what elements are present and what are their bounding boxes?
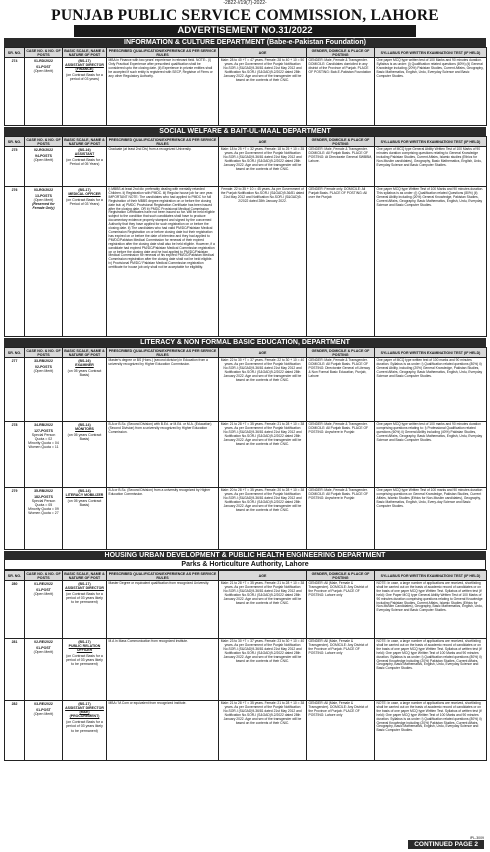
quota-special: Special Person Quota = 02 [31, 433, 56, 442]
sub-department-heading: Parks & Horticulture Authority, Lahore [4, 560, 486, 570]
gender-domicile-posting: GENDER: Female only. DOMICILE: All Punjab Basis. PLACE OF POSTING: All over the Punjab [307, 187, 375, 337]
qualification: M.A in Mass Communication from recognized institute. [107, 639, 219, 701]
column-header-case: CASE NO. & NO. OF POSTS [26, 48, 61, 57]
number-of-posts: 02-POSTS [35, 365, 52, 370]
column-header-gender: GENDER, DOMICILE & PLACE OF POSTING [307, 137, 375, 147]
serial-number: 274 [5, 58, 25, 126]
case-number-cell [25, 422, 63, 488]
age-limit: Male: 18 to 25 +7 = 32 years. Female: 18 to 25 + 10 = 35 years. As per Government of the Punjab Notification No.SOR-I (S&GAD)9-36/81 dated 21st May 2012 and Notification No.SOR-I (S&GAD)9-2/2022 dated 28th January 2022. Age and sex of the transgender will be based on the contents of their CNIC. [219, 147, 307, 187]
column-header-scale: BASIC SCALE, NAME & NATURE OF POST [64, 48, 105, 57]
column-header-gender: GENDER, DOMICILE & PLACE OF POSTING [307, 348, 375, 358]
column-header-sr: SR. NO. [5, 137, 25, 147]
footer-ref: IPL-3009 [469, 836, 484, 840]
case-number-cell [25, 639, 63, 701]
table-row [5, 58, 487, 126]
quota-women: Women Quota = 11 [28, 445, 59, 450]
posts-table [4, 347, 487, 550]
post-name: MEDICAL OFFICER [68, 192, 101, 197]
post-nature: (on Contract Basis for a period of 03 years) [66, 73, 103, 82]
gender-domicile-posting: GENDER: Male, Female & Transgender. DOMICILE: All Punjab Basis. PLACE OF POSTING: Anywhere in Punjab [307, 488, 375, 550]
gender-domicile-posting: GENDER: Male, Female & Transgender. DOMICILE: All Punjab Basis. PLACE OF POSTING: At Directorate General SWBBM, Lahore. [307, 147, 375, 187]
table-header-row [5, 348, 487, 358]
column-header-syllabus: SYLLABUS FOR WRITTEN EXAMINATION/ TEST (IF HELD) [375, 48, 487, 58]
number-of-posts: 13-POSTS [35, 194, 52, 199]
post-cell [63, 639, 107, 701]
quota-women: Women Quota = 27 [28, 511, 59, 516]
column-header-scale: BASIC SCALE, NAME & NATURE OF POST [64, 571, 105, 580]
case-number: 02-RE/2022 [34, 640, 53, 644]
case-number-cell [25, 701, 63, 761]
basic-scale: (BS-14) [78, 489, 91, 493]
quota-open: (Open Merit) [33, 69, 54, 74]
table-row [5, 581, 487, 639]
column-header-age: AGE [219, 137, 307, 147]
case-number: 02-RG/2022 [33, 148, 54, 152]
quota-reserved: (Reserved for Female Only) [32, 202, 55, 211]
case-number-cell [25, 581, 63, 639]
post-nature: (on Contract Basis for a Period of 03 Years) [66, 198, 103, 207]
quota-minority: Minority Quota = 04 [28, 441, 59, 446]
serial-number: 281 [5, 639, 25, 701]
case-number: 01-RE/2022 [34, 582, 53, 586]
reference-line: -2822-//19(7)-2022- [223, 0, 267, 6]
post-nature: (on 05 years Contract Basis) [67, 433, 102, 442]
continued-banner: CONTINUED PAGE 2 [408, 840, 484, 849]
advertisement-page [4, 0, 486, 848]
department-heading: INFORMATION & CULTURE DEPARTMENT (Babe-e-Pakistan Foundation) [4, 38, 486, 47]
syllabus: One paper MCQ type Written Test of 100 Marks and 90 minutes duration. This syllabus is as under: (i) Qualification related Questions (80%) (ii) General Ability including (20%) General Knowledge, Pakistan Studies, Current Affairs, Geography, Basic Mathematics, English, Urdu, Everyday Science and Basic Computer Studies. [375, 187, 487, 337]
post-nature: (on Contract Basis for a Period of 05 Years) [66, 158, 103, 167]
serial-number: 279 [5, 488, 25, 550]
post-name: EXAMINER [75, 363, 94, 368]
post-cell [63, 358, 107, 422]
table-row [5, 147, 487, 187]
qualification: B.A or B.Sc. (Second Division) from a university recognized by Higher Education Commission. [107, 488, 219, 550]
age-limit: Male: 23 to 30 +7 = 37 years. Female: 23 to 30 + 10 = 40 years. As per Government of the Punjab Notification No.SOR-I (S&GAD)9-36/81 dated 21st May 2012 and Notification No.SOR-I (S&GAD)9-2/2022 dated 28th January 2022. Age and sex of the transgender will be based on the contents of their CNIC. [219, 639, 307, 701]
case-number: 35-RB/2022 [34, 489, 53, 493]
post-cell [63, 58, 107, 126]
page-title: PUNJAB PUBLIC SERVICE COMMISSION, LAHORE [51, 7, 439, 24]
gender-domicile-posting: GENDER: All (Male, Female & Transgender). DOMICILE: Any District of the Province of Punjab. PLACE OF POSTING: Lahore only [307, 639, 375, 701]
column-header-case: CASE NO. & NO. OF POSTS [26, 137, 61, 146]
number-of-posts: 01-POST [36, 588, 51, 593]
qualification: Master Degree or equivalent qualification from recognized University. [107, 581, 219, 639]
case-number: 03-RG/2022 [33, 188, 54, 192]
table-row [5, 639, 487, 701]
serial-number: 282 [5, 701, 25, 761]
serial-number: 276 [5, 187, 25, 337]
quota-open: (Open Merit) [33, 592, 54, 597]
column-header-sr: SR. NO. [5, 48, 25, 58]
column-header-gender: GENDER, DOMICILE & PLACE OF POSTING [307, 571, 375, 581]
column-header-qual: PRESCRIBED QUALIFICATION/EXPERIENCE AS PER SERVICE RULES [107, 137, 219, 147]
column-header-syllabus: SYLLABUS FOR WRITTEN EXAMINATION/ TEST (IF HELD) [375, 571, 487, 581]
column-header-case: CASE NO. & NO. OF POSTS [26, 571, 61, 580]
post-name: ASSISTANT DIRECTOR (FINANCE) [65, 63, 104, 72]
column-header-syllabus: SYLLABUS FOR WRITTEN EXAMINATION/ TEST (IF HELD) [375, 137, 487, 147]
syllabus: One paper of MCQ type General Ability Written Test of 100 Marks of 90 minutes duration comprising questions relating to General Knowledge including Pakistan Studies, Current Affairs, Islamic studies (Ethics for Non-Muslim candidates), Geography, Basic Mathematics, English, Urdu, Everyday Science and Basic Computer Studies. [375, 147, 487, 187]
age-limit: Male: 21 to 28 +7 = 35 years. Female: 21 to 28 + 10 = 38 years. As per Government of the Punjab Notification No.SOR-I (S&GAD)9-36/81 dated 21st May 2012 and Notification No.SOR-I (S&GAD)9-2/2022 dated 28th January 2022. Age and sex of the transgender will be based on the contents of their CNIC. [219, 422, 307, 488]
quota-special: Special Person Quota = 05 [31, 499, 56, 508]
case-number: 33-RB/2022 [34, 359, 53, 363]
case-number-cell [25, 488, 63, 550]
syllabus: NOTE: In case, a large number of applications are received, shortlisting shall be carried out on the basis of academic record of candidates or on the basis of one paper MCQ type Written Test. Syllabus of written test (if held): One Paper MCQ type General Ability Written Test of 100 Marks of 90 minutes duration comprising questions relating to General Knowledge including Pakistan Studies, Current Affairs, Islamic Studies (Ethics for Non-Muslim Candidates), Geography, Basic Mathematics, English, Urdu, Everyday Science and Basic Computer Studies. [375, 581, 487, 639]
gender-domicile-posting: GENDER: Male, Female & Transgender. DOMICILE: Candidates domiciled in any district of the Province of Punjab. PLACE OF POSTING: Bab-E-Pakistan Foundation [307, 58, 375, 126]
post-name: MONITORS [75, 427, 94, 432]
post-nature: (on Contract Basis for a period of 03 years likely to be permanent) [66, 654, 103, 667]
table-header-row [5, 137, 487, 147]
age-limit: Male: 22 to 30 +7 = 37 years. Female: 22 to 30 + 10 = 40 years. As per Government of the Punjab Notification No.SOR-I (S&GAD)9-36/81 dated 21st May 2012 and Notification No.SOR-I (S&GAD)9-2/2022 dated 28th January 2022. Age and sex of the transgender will be based on the contents of their CNIC. [219, 358, 307, 422]
column-header-scale: BASIC SCALE, NAME & NATURE OF POST [64, 137, 105, 146]
posts-table [4, 47, 487, 126]
basic-scale: (BS-14) [78, 423, 91, 427]
post-cell [63, 701, 107, 761]
post-cell [63, 422, 107, 488]
case-number-cell [25, 58, 63, 126]
column-header-age: AGE [219, 571, 307, 581]
column-header-scale: BASIC SCALE, NAME & NATURE OF POST [64, 348, 105, 357]
basic-scale: (BS-17) [78, 188, 91, 192]
department-heading: LITERACY & NON FORMAL BASIC EDUCATION, DEPARTMENT [4, 338, 486, 347]
post-name: LITERACY MOBILIZER [65, 493, 104, 498]
column-header-sr: SR. NO. [5, 571, 25, 581]
column-header-syllabus: SYLLABUS FOR WRITTEN EXAMINATION/ TEST (IF HELD) [375, 348, 487, 358]
qualification: i) MBBS at least 2nd div. preferably dealing with mentally retarded Children. ii) Registration with PMDC. iii) Regular house job for one year. IMPORTANT NOTE: The candidates who had applied to PMDC for full Registration of their MBBS degree registration on or before the closing date but: a) PMDC Provisional Registration Certificate has been issued after the closing date. OR b) PMDC Provisional Medical Commission Registration Certificates have not been issued so far. Will be held eligible subject to the condition that such candidates shall have to produce documentary evidence properly stamped and signed by the concerned Authority that they have applied for such registration on or before the closing date. ii) The candidates who had valid PM/DC/Pakistan Medical Commission Registration on or before closing date but their registration has expired on or before the date of interview and they had applied to PM/DC/Pakistan Medical Commission for renewal of their expired registration after the closing date shall also be held eligible. However, if a candidate had expired PM/DC/Pakistan Medical Commission registration on or before the closing date and he had applied to PM/DC/Pakistan Medical Commission for renewal of his expired PM/DC/Pakistan Medical Commission registration after the closing date shall not be held eligible. iv) Provisional PM/DC/ Pakistan Medical Commission registration certificate for house job only shall not be acceptable for eligibility. [107, 187, 219, 337]
post-name: ASSISTANT DIRECTOR (M&E) (PROCUREMENT) [65, 706, 104, 719]
post-cell [63, 187, 107, 337]
department-heading: SOCIAL WELFARE & BAIT-UL-MAAL DEPARTMENT [4, 127, 486, 136]
quota-open: (Open Merit) [33, 369, 54, 374]
gender-domicile-posting: GENDER: Male, Female & Transgender. DOMICILE: All Punjab Basis. PLACE OF POSTING: Directorate General of Literacy & Non Formal Basic Education, Punjab, Lahore [307, 358, 375, 422]
quota-open: (Open Merit) [33, 198, 54, 203]
table-header-row [5, 48, 487, 58]
syllabus: NOTE: In case, a large number of applications are received, shortlisting shall be carried out on the basis of academic record of candidates or on the basis of one paper MCQ type Written Test. Syllabus of written test (if held): One paper MCQ type Written Test of 100 Marks and 90 minutes duration. Syllabus is as under: i) Qualification related questions (80%) ii) General Knowledge including (20%) Pakistan Studies, Current Affairs, Geography, Basic Mathematics, English, Urdu, Everyday Science and Basic Computer Studies. [375, 701, 487, 761]
department-heading: HOUSING URBAN DEVELOPMENT & PUBLIC HEALTH ENGINEERING DEPARTMENT [4, 551, 486, 560]
age-limit: Female: 22 to 35 + 10 = 45 years. As per Government of the Punjab Notification No.SOR-I (S&GAD)9-36/81 dated 21st May 2012 and Notification No.SOR-I (S&GAD)9-2/2022 dated 28th January 2022. [219, 187, 307, 337]
age-limit: Male: 21 to 28 +7 = 35 years. Female: 21 to 28 + 10 = 38 years. As per Government of the Punjab Notification No.SOR-I (S&GAD)9-36/81 dated 21st May 2012 and Notification No.SOR-I (S&GAD)9-2/2022 dated 28th January 2022. Age and sex of the transgender will be based on the contents of their CNIC. [219, 581, 307, 639]
page-footer [4, 838, 486, 850]
table-row [5, 358, 487, 422]
quota-open: (Open Merit) [33, 158, 54, 163]
case-number: 34-RB/2022 [34, 423, 53, 427]
column-header-age: AGE [219, 48, 307, 58]
qualification: MBA in Finance with two years' experience in relevant field. NOTE:- (i) Only Practical Experience after prescribed qualification shall be considered upto the closing date. (ii) Experience in private entities shall be accepted if such entity is registered with SECP, Registrar of Firms or any other Regulatory Authority. [107, 58, 219, 126]
posts-table [4, 136, 487, 337]
basic-scale: (BS-17) [78, 702, 91, 706]
number-of-posts: 01-POST [36, 646, 51, 651]
sections-container [4, 38, 486, 761]
number-of-posts: 01-POST [36, 65, 51, 70]
table-row [5, 701, 487, 761]
basic-scale: (BS-16) [78, 148, 91, 152]
qualification: MBA / M.Com or equivalent from recognized institute. [107, 701, 219, 761]
column-header-case: CASE NO. & NO. OF POSTS [26, 348, 61, 357]
number-of-posts: 127-POSTS [34, 429, 53, 434]
qualification: Graduate (at least 2nd Div) from a recognized University. [107, 147, 219, 187]
post-name: PUBLIC RELATION OFFICER [68, 644, 101, 653]
syllabus: NOTE: In case, a large number of applications are received, shortlisting shall be carried out on the basis of academic record of candidates or on the basis of one paper MCQ type Written Test. Syllabus of written test (if held): One paper MCQ type Written Test of 100 Marks and 90 minutes duration. Syllabus is as under: i) Qualification related questions (80%) ii) General Knowledge including (20%) Pakistan Studies, Current Affairs, Geography, Basic Mathematics, English, Urdu, Everyday Science and Basic Computer Studies. [375, 639, 487, 701]
column-header-age: AGE [219, 348, 307, 358]
age-limit: Male: 21 to 28 +7 = 35 years. Female: 21 to 28 + 10 = 38 years. As per Government of the Punjab Notification No.SOR-I (S&GAD)9-36/81 dated 21st May 2012 and Notification No.SOR-I (S&GAD)9-2/2022 dated 28th January 2022. Age and sex of the transgender will be based on the contents of their CNIC. [219, 701, 307, 761]
serial-number: 280 [5, 581, 25, 639]
post-name: ASSISTANT DIRECTOR [65, 586, 104, 591]
case-number-cell [25, 187, 63, 337]
syllabus: One paper MCQ type Written Test of 100 marks and 90 minutes duration comprising questions on General Knowledge, Pakistan Studies, Current Affairs, Islamic Studies (Ethics for Non-Muslim candidates), Geography, Basic Mathematics, English, Urdu, Every-day Science and Basic Computer Studies. [375, 488, 487, 550]
syllabus: One paper of MCQ type written test of 100 marks and 90 minutes duration. Syllabus is as under: i) Qualification related questions (80%) ii) General Ability, including (20%) General Knowledge, Pakistan Studies, Current Affairs, Geography, Basic Mathematics, English, Urdu, Everyday Science and Basic Computer Studies. [375, 358, 487, 422]
basic-scale: (BS-17) [78, 59, 91, 63]
column-header-gender: GENDER, DOMICILE & PLACE OF POSTING [307, 48, 375, 58]
column-header-sr: SR. NO. [5, 348, 25, 358]
table-row [5, 187, 487, 337]
serial-number: 275 [5, 147, 25, 187]
age-limit: Male: 20 to 28 +7 = 35 years. Female: 20 to 28 + 10 = 38 years. As per Government of the Punjab Notification No.SOR-I (S&GAD)9-36/81 dated 21st May 2012 and Notification No.SOR-I (S&GAD)9-2/2022 dated 28th January 2022. Age and sex of the transgender will be based on the contents of their CNIC. [219, 488, 307, 550]
gender-domicile-posting: GENDER: All (Male, Female & Transgender). DOMICILE: Any District of the Province of Punjab. PLACE OF POSTING: Lahore only [307, 701, 375, 761]
quota-open: (Open Merit) [33, 712, 54, 717]
age-limit: Male: 28 to 40 +7 = 47 years. Female: 28 to 40 + 10 = 50 years. As per Government of the Punjab Notification No.SOR-I (S&GAD)9-36/81 dated 21st May 2012 and Notification No.SOR-I (S&GAD)9-2/2022 dated 28th January 2022. Age and sex of the transgender will be based on the contents of their CNIC. [219, 58, 307, 126]
basic-scale: (BS-16) [78, 359, 91, 363]
basic-scale: (BS-17) [78, 640, 91, 644]
post-cell [63, 147, 107, 187]
column-header-qual: PRESCRIBED QUALIFICATION/EXPERIENCE AS PER SERVICE RULES [107, 48, 219, 58]
post-cell [63, 488, 107, 550]
quota-minority: Minority Quota = 09 [28, 507, 59, 512]
number-of-posts: 01-POST [36, 708, 51, 713]
basic-scale: (BS-17) [78, 582, 91, 586]
column-header-qual: PRESCRIBED QUALIFICATION/EXPERIENCE AS PER SERVICE RULES [107, 571, 219, 581]
syllabus: One paper MCQ type written test of 100 marks and 90 minutes duration comprising questions relating to: i) Professional Qualification related questions (60%) ii) General Ability including (40%) Pakistan Studies, Current Affairs, Geography, Basic Mathematics, English, Urdu, Everyday Science and Basic Computer Studies. [375, 422, 487, 488]
post-cell [63, 581, 107, 639]
gender-domicile-posting: GENDER: All (Male, Female & Transgender). DOMICILE: Any District of the Province of Punjab. PLACE OF POSTING: Lahore only [307, 581, 375, 639]
case-number-cell [25, 358, 63, 422]
qualification: Master's degree or BS (Hons.) (second division) in Education from a university recognized by Higher Education Commission. [107, 358, 219, 422]
case-number: 01-RD/2022 [34, 59, 53, 63]
quota-open: (Open Merit) [33, 650, 54, 655]
number-of-posts: 182-POSTS [34, 495, 53, 500]
post-nature: (on Contract Basis for a period of 03 years likely to be permanent) [66, 720, 103, 733]
advertisement-number: ADVERTISEMENT NO.31/2022 [74, 25, 416, 37]
posts-table [4, 570, 487, 761]
table-header-row [5, 571, 487, 581]
qualification: B.A or B.Sc. (Second Division) with B.Ed. or M.Ed. or M.A. (Education) (Second Division) from a university recognized by Higher Education Commission. [107, 422, 219, 488]
post-nature: (on 05 years Contract Basis) [67, 499, 102, 508]
syllabus: One paper MCQ type written test of 100 Marks and 90 minutes duration. Syllabus is as under: (i) Qualification related questions (80%) (ii) General Knowledge including (20%) Pakistan Studies, Current Affairs, Geography, Basic Mathematics, English, Urdu, Everyday Science and Basic Computer Studies. [375, 58, 487, 126]
post-nature: (on Contract Basis for a period of 03 years likely to be permanent) [66, 592, 103, 605]
table-row [5, 422, 487, 488]
table-row [5, 488, 487, 550]
post-nature: (on 05 years Contract Basis) [67, 369, 102, 378]
gender-domicile-posting: GENDER: Male, Female & Transgender. DOMICILE: All Punjab Basis. PLACE OF POSTING: Anywhere in Punjab [307, 422, 375, 488]
serial-number: 278 [5, 422, 25, 488]
column-header-qual: PRESCRIBED QUALIFICATION/EXPERIENCE AS PER SERVICE RULES [107, 348, 219, 358]
case-number-cell [25, 147, 63, 187]
case-number: 03-RE/2022 [34, 702, 53, 706]
number-of-posts: 94-POSTS [35, 154, 52, 159]
post-name: ASSISTANT [74, 152, 95, 157]
serial-number: 277 [5, 358, 25, 422]
